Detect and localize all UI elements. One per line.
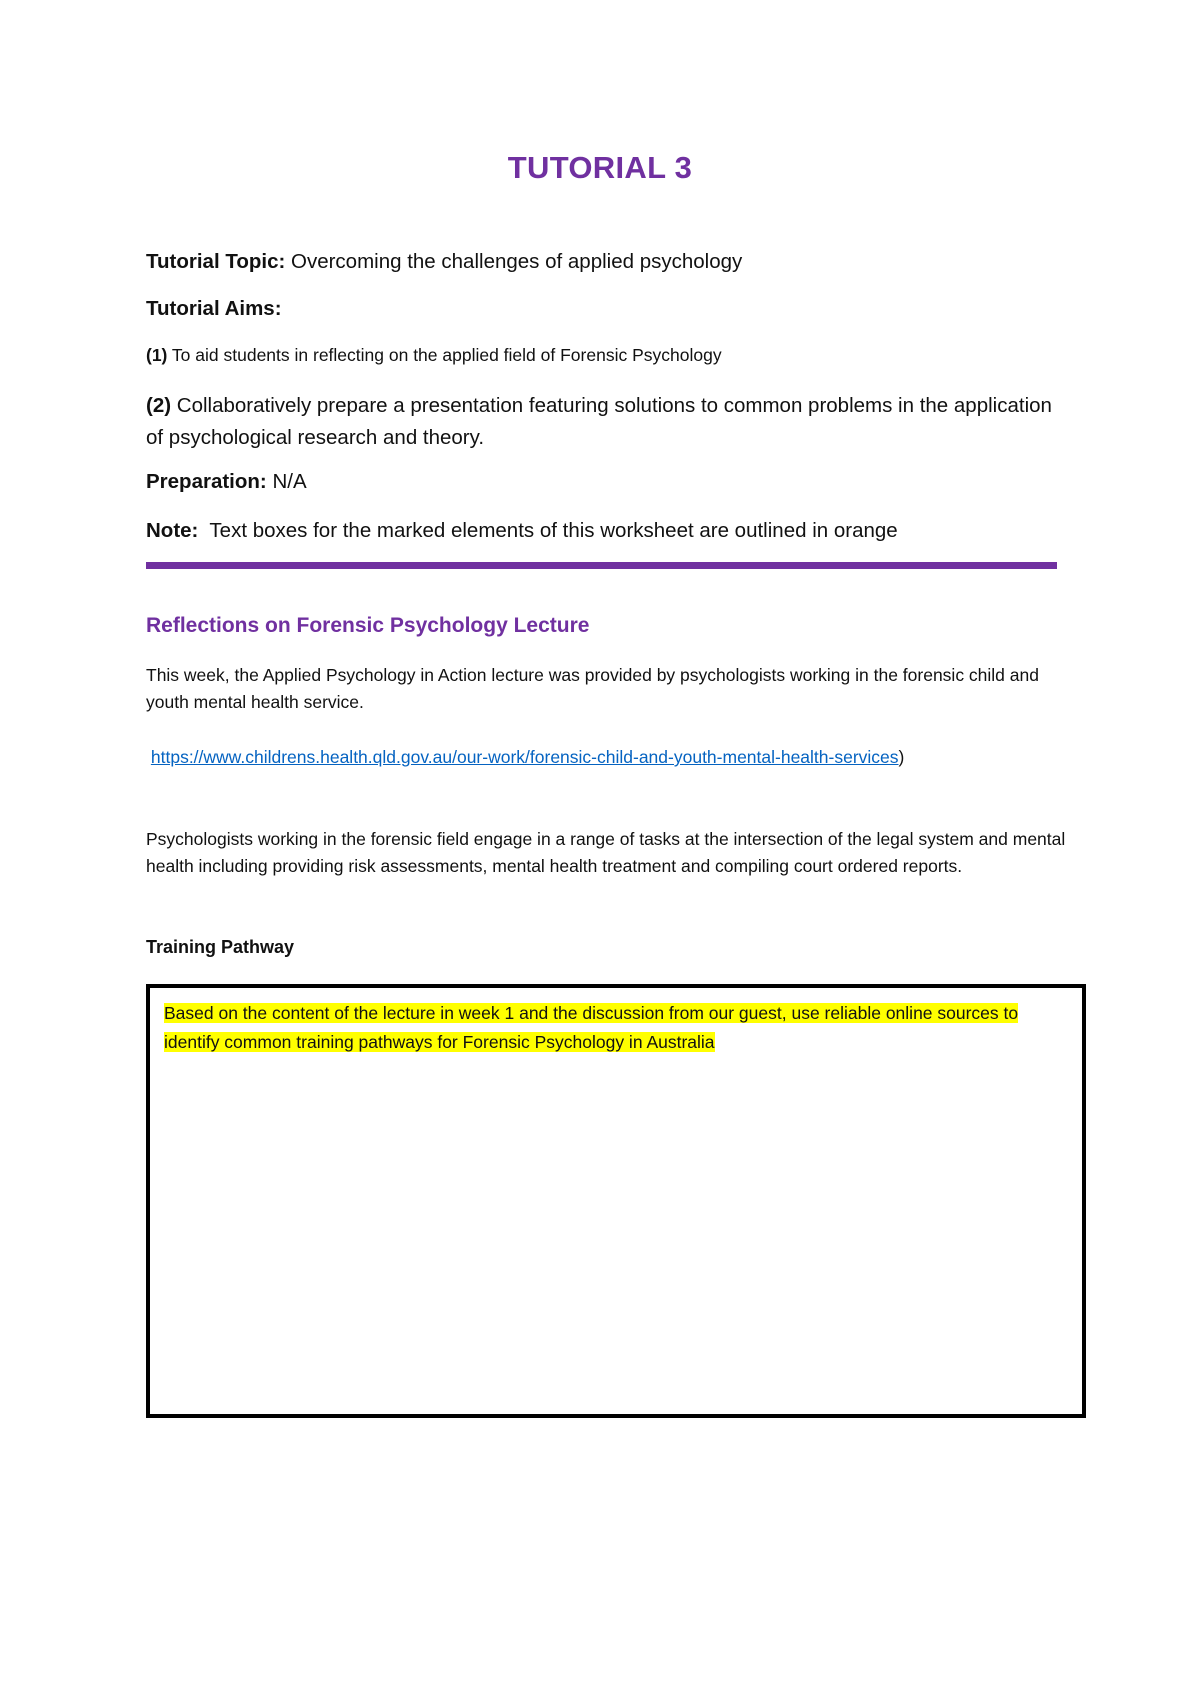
note-line: [146, 519, 898, 543]
service-link[interactable]: https://www.childrens.health.qld.gov.au/our-work/forensic-child-and-youth-mental-health-services: [150, 747, 899, 767]
answer-box-prompt: [164, 999, 1074, 1057]
aim-item-2: [146, 390, 1066, 454]
aim-item-1: [146, 345, 722, 366]
preparation-line: [146, 470, 307, 494]
paragraph-forensic-tasks: Psychologists working in the forensic field engage in a range of tasks at the intersection of the legal system and mental health including providing risk assessments, mental health treatment and compiling court ordered reports.: [146, 829, 1066, 876]
section-divider: [146, 562, 1057, 569]
note-value: Text boxes for the marked elements of this worksheet are outlined in orange: [198, 519, 898, 542]
section-heading: Reflections on Forensic Psychology Lecture: [146, 614, 590, 637]
preparation-value: N/A: [266, 470, 307, 493]
paragraph-lecture-intro: This week, the Applied Psychology in Action lecture was provided by psychologists working in the forensic child and youth mental health service.: [146, 665, 1039, 712]
page-title: TUTORIAL 3: [507, 150, 693, 185]
training-pathway-answer-box[interactable]: [146, 984, 1086, 1418]
link-suffix: ): [898, 747, 905, 767]
aim-number: (2): [146, 394, 172, 417]
aim-text: Collaboratively prepare a presentation featuring solutions to common problems in the application of psychological research and theory.: [146, 394, 1052, 449]
aim-text: To aid students in reflecting on the applied field of Forensic Psychology: [167, 345, 722, 365]
preparation-label: Preparation:: [146, 470, 267, 493]
tutorial-topic-line: [146, 250, 742, 274]
highlighted-prompt-text: Based on the content of the lecture in week 1 and the discussion from our guest, use reliable online sources to identify common training pathways for Forensic Psychology in Australia: [164, 1003, 1019, 1052]
tutorial-aims-label: Tutorial Aims:: [146, 297, 282, 320]
training-pathway-heading: Training Pathway: [146, 937, 295, 957]
tutorial-topic-value: Overcoming the challenges of applied psychology: [285, 250, 743, 273]
link-paragraph: [146, 744, 1066, 771]
aim-number: (1): [146, 345, 168, 365]
tutorial-topic-label: Tutorial Topic:: [146, 250, 286, 273]
note-label: Note:: [146, 519, 199, 542]
